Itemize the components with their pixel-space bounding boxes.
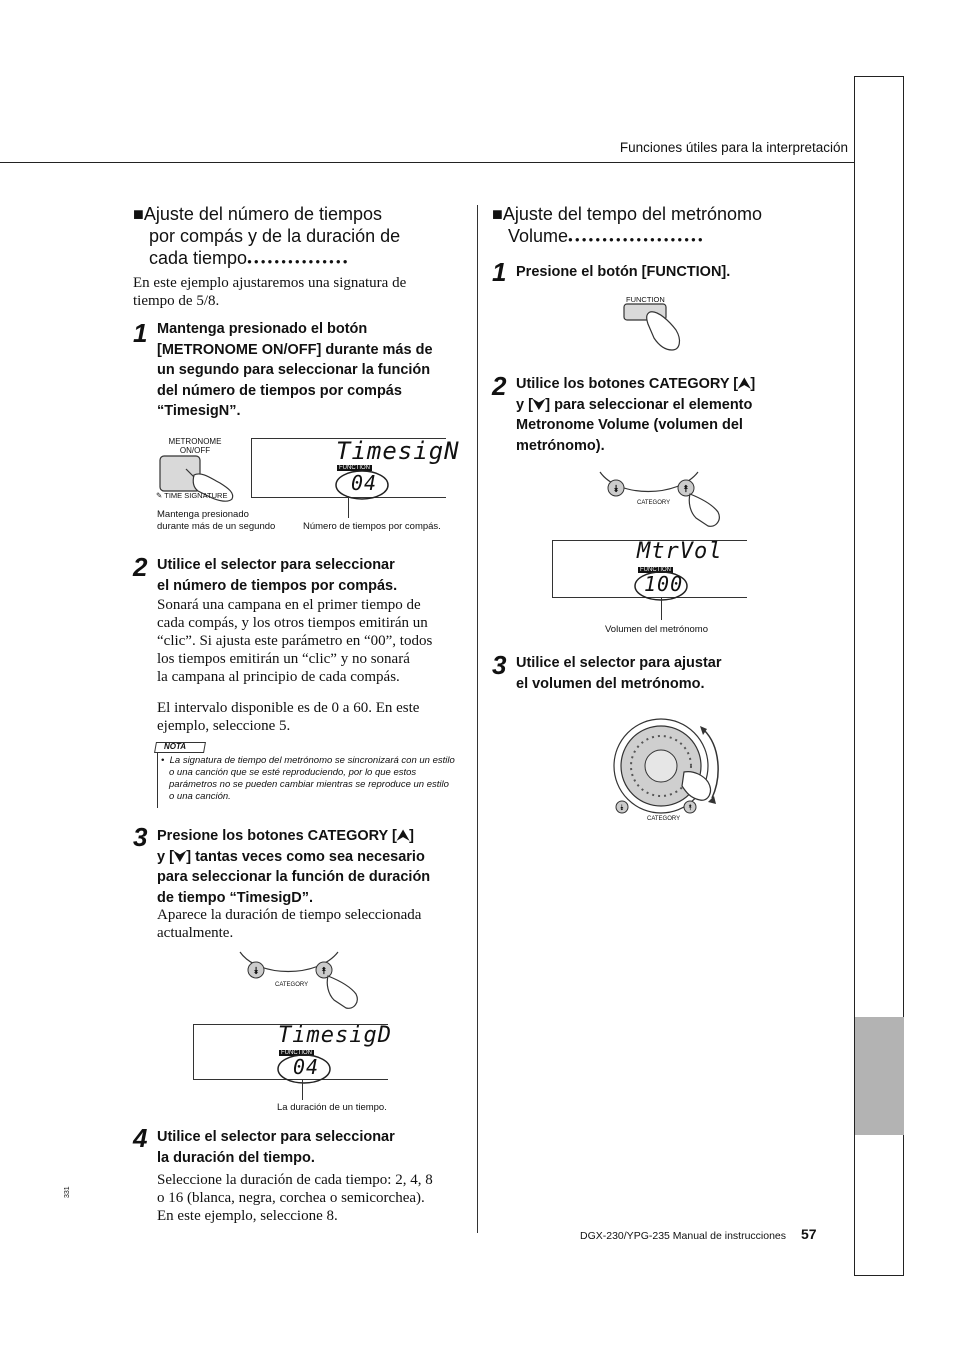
text-line: Seleccione la duración de cada tiempo: 2, 4, 8 <box>157 1172 433 1188</box>
step-body <box>157 699 467 735</box>
step-body <box>157 596 467 686</box>
lcd-display <box>251 437 460 498</box>
text-line: tiempo de 5/8. <box>133 293 220 309</box>
function-indicator: FUNCTION <box>339 465 370 471</box>
header-rule <box>0 162 854 163</box>
text-line: durante más de un segundo <box>157 521 276 532</box>
heading-line: Volume <box>508 226 569 246</box>
lcd-value: 04 <box>351 471 378 495</box>
heading-line: ■Ajuste del número de tiempos <box>133 204 383 224</box>
step-number: 2 <box>133 552 148 582</box>
text-line: Utilice el selector para seleccionar <box>157 557 395 573</box>
step-body <box>157 1171 467 1225</box>
text-line: La signatura de tiempo del metrónomo se sincronizará con un estilo <box>169 755 455 766</box>
category-label: CATEGORY <box>275 982 309 988</box>
text-line: El intervalo disponible es de 0 a 60. En este <box>157 700 420 716</box>
heading-line: por compás y de la duración de <box>149 226 401 246</box>
step-title <box>157 555 467 596</box>
text-line: ejemplo, seleccione 5. <box>157 718 291 734</box>
svg-text:⯯: ⯯ <box>613 484 619 495</box>
text-line: de tiempo “TimesigD”. <box>157 889 314 906</box>
text-line: el número de tiempos por compás. <box>157 577 398 594</box>
step-title <box>157 1127 467 1168</box>
metronome-button-label <box>160 437 230 455</box>
step-title <box>157 826 467 908</box>
function-button-label: FUNCTION <box>626 295 665 304</box>
text-line: “clic”. Si ajusta este parámetro en “00”, todos <box>157 633 433 649</box>
text-line: cada compás, y los otros tiempos emitirán un <box>157 615 428 631</box>
footer-manual-title: DGX-230/YPG-235 Manual de instrucciones <box>580 1230 787 1242</box>
step-number: 2 <box>492 371 507 401</box>
text-line: Utilice los botones CATEGORY [⮝] <box>516 376 756 392</box>
lcd-display <box>552 540 747 598</box>
note-rule <box>157 753 158 808</box>
text-line: el volumen del metrónomo. <box>516 675 705 692</box>
text-line: un segundo para seleccionar la función <box>157 362 431 378</box>
heading-line: cada tiempo <box>149 248 248 268</box>
function-button-illustration <box>618 302 688 357</box>
caption-volume: Volumen del metrónomo <box>605 624 708 635</box>
text-line: Utilice el selector para ajustar <box>516 655 722 671</box>
heading-line: ■Ajuste del tempo del metrónomo <box>492 204 763 224</box>
step-number: 1 <box>133 318 148 348</box>
text-line: En este ejemplo ajustaremos una signatura de <box>133 275 407 291</box>
step-number: 3 <box>492 650 507 680</box>
text-line: Mantenga presionado <box>157 509 249 520</box>
step-title <box>516 653 806 694</box>
text-line: o una canción. <box>169 791 231 802</box>
side-code: 331 <box>64 1186 71 1198</box>
heading-dots: ●●●●●●●●●●●●●●● <box>247 257 350 266</box>
text-line: METRONOME <box>168 437 222 446</box>
text-line: la duración del tiempo. <box>157 1149 315 1166</box>
text-line: Utilice el selector para seleccionar <box>157 1129 395 1145</box>
text-line: y [⮟] tantas veces como sea necesario <box>157 848 425 865</box>
svg-text:⯭: ⯭ <box>321 966 327 977</box>
caption-duration: La duración de un tiempo. <box>277 1102 387 1113</box>
text-line: parámetros no se pueden cambiar mientras se reproduce un estilo <box>169 779 449 790</box>
text-line: “TimesigN”. <box>157 403 241 419</box>
intro-text <box>133 274 463 310</box>
lcd-text: TimesigN <box>336 437 460 465</box>
caption-beats: Número de tiempos por compás. <box>303 521 441 532</box>
text-line: ON/OFF <box>179 446 211 455</box>
function-indicator: FUNCTION <box>281 1050 312 1056</box>
step-title <box>157 319 467 422</box>
text-line: En este ejemplo, seleccione 8. <box>157 1208 338 1224</box>
caption-hold <box>157 509 275 533</box>
page-number: 57 <box>801 1226 817 1242</box>
svg-text:⯯: ⯯ <box>253 966 259 977</box>
svg-text:⯯: ⯯ <box>619 803 625 812</box>
text-line: o 16 (blanca, negra, corchea o semicorchea). <box>157 1190 425 1206</box>
svg-text:⯭: ⯭ <box>683 484 689 495</box>
text-line: Presione los botones CATEGORY [⮝] <box>157 828 414 844</box>
text-line: actualmente. <box>157 925 234 941</box>
lcd-value: 04 <box>293 1055 320 1079</box>
text-line: la campana al principio de cada compás. <box>157 669 400 685</box>
step-title <box>516 374 806 456</box>
data-dial-illustration <box>604 712 729 822</box>
callout-line <box>661 598 662 620</box>
step-body <box>157 906 467 942</box>
lcd-text: TimesigD <box>278 1023 392 1048</box>
side-tab-marker <box>855 1017 904 1135</box>
note-label-text: NOTA <box>164 742 187 751</box>
step-number: 1 <box>492 257 507 287</box>
step-title: Presione el botón [FUNCTION]. <box>516 264 731 280</box>
step-number: 4 <box>133 1123 148 1153</box>
text-line: para seleccionar la función de duración <box>157 869 431 885</box>
text-line: [METRONOME ON/OFF] durante más de <box>157 341 433 358</box>
pencil-icon: ✎ <box>156 491 163 500</box>
category-label: CATEGORY <box>647 816 681 822</box>
lcd-value: 100 <box>644 572 684 596</box>
text-line: TIME SIGNATURE <box>164 491 228 500</box>
running-title: Funciones útiles para la interpretación <box>619 140 848 155</box>
text-line: Aparece la duración de tiempo seleccionada <box>157 907 422 923</box>
callout-line <box>302 1080 303 1100</box>
heading-dots: ●●●●●●●●●●●●●●●●●●●● <box>568 235 705 244</box>
left-section-heading <box>133 203 463 273</box>
text-line: Metronome Volume (volumen del <box>516 417 743 433</box>
text-line: Sonará una campana en el primer tiempo de <box>157 597 421 613</box>
lcd-text: MtrVol <box>637 539 723 564</box>
column-divider <box>477 205 478 1233</box>
step-number: 3 <box>133 822 148 852</box>
callout-line <box>348 496 349 518</box>
category-label: CATEGORY <box>637 500 671 506</box>
function-indicator: FUNCTION <box>640 567 671 573</box>
text-line: o una canción que se esté reproduciendo, por lo que estos <box>169 767 417 778</box>
time-signature-label <box>156 490 227 502</box>
lcd-display <box>193 1023 392 1080</box>
text-line: y [⮟] para seleccionar el elemento <box>516 396 753 413</box>
text-line: del número de tiempos por compás <box>157 382 402 399</box>
text-line: los tiempos emitirán un “clic” y no sonará <box>157 651 410 667</box>
text-line: Mantenga presionado el botón <box>157 321 368 337</box>
note-text: • La signatura de tiempo del metrónomo se sincronizará con un estilo o una canción que se esté reproduciendo, por lo que estos parámetros no se pueden cambiar mientras se reproduce un estilo o una canción. <box>161 755 466 803</box>
text-line: metrónomo). <box>516 437 605 454</box>
svg-text:⯭: ⯭ <box>687 803 693 812</box>
right-section-heading <box>492 203 832 251</box>
